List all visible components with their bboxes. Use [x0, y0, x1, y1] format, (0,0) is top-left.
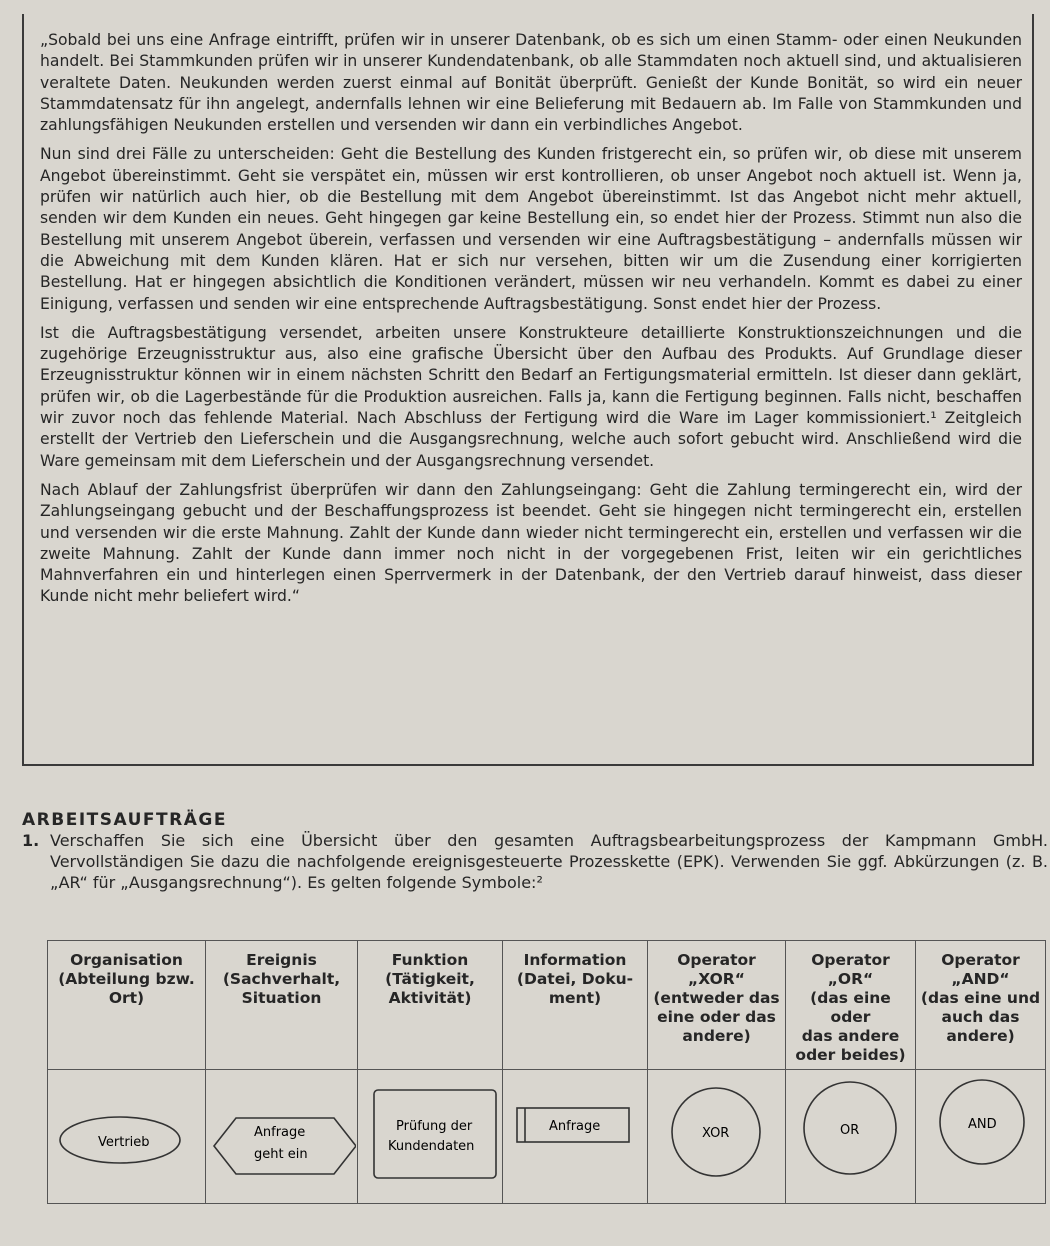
paragraph-4: Nach Ablauf der Zahlungsfrist überprüfen wir dann den Zahlungseingang: Geht die Zahlung termingerecht ein, wird der Zahlungseingang gebucht und der Beschaffungsprozess ist beendet. Geht sie hingegen nicht termingerecht ein, erstellen und versenden wir die erste Mahnung. Zahlt der Kunde dann wieder nicht termingerecht ein, erstellen und verfassen wir die zweite Mahnung. Zahlt der Kunde dann immer noch nicht in der vorgegebenen Frist, leiten wir ein gerichtliches Mahnverfahren ein und hinterlegen einen Sperrvermerk in der Datenbank, der den Vertrieb darauf hinweist, dass dieser Kunde nicht mehr beliefert wird.“ [40, 480, 1022, 606]
header-or: Operator „OR“ (das eine oder das andere oder beides) [786, 941, 916, 1070]
paragraph-2: Nun sind drei Fälle zu unterscheiden: Geht die Bestellung des Kunden fristgerecht ein, so prüfen wir, ob diese mit unserem Angebot übereinstimmt. Geht sie verspätet ein, müssen wir erst kontrollieren, ob unser Angebot noch aktuell ist. Wenn ja, prüfen wir natürlich auch hier, ob die Bestellung mit dem Angebot übereinstimmt. Ist das Angebot nicht mehr aktuell, senden wir dem Kunden ein neues. Geht hingegen gar keine Bestellung ein, so endet hier der Prozess. Stimmt nun also die Bestellung mit unserem Angebot überein, verfassen und versenden wir eine Auftragsbestätigung – andernfalls müssen wir die Abweichung mit dem Kunden klären. Hat er sich nur versehen, bitten wir um die Zusendung einer korrigierten Bestellung. Hat er hingegen absichtlich die Konditionen verändert, müssen wir neu verhandeln. Kommt es dabei zu einer Einigung, verfassen und senden wir eine entsprechende Auftragsbestätigung. Sonst endet hier der Prozess. [40, 145, 1022, 313]
organisation-label: Vertrieb [98, 1135, 150, 1150]
information-label: Anfrage [549, 1119, 601, 1134]
header-information: Information (Datei, Doku- ment) [503, 941, 648, 1070]
or-circle [786, 1070, 914, 1198]
symbols-table [47, 940, 1046, 1204]
event-hexagon [206, 1070, 356, 1198]
symbols-header-row [48, 941, 1046, 1070]
header-organisation: Organisation (Abteilung bzw. Ort) [48, 941, 206, 1070]
xor-label: XOR [702, 1126, 730, 1141]
cell-or [786, 1070, 916, 1204]
cell-event [206, 1070, 358, 1204]
header-xor: Operator „XOR“ (entweder das eine oder das andere) [648, 941, 786, 1070]
and-label: AND [968, 1117, 997, 1132]
paragraph-1: „Sobald bei uns eine Anfrage eintrifft, prüfen wir in unserer Datenbank, ob es sich um einen Stamm- oder einen Neukunden handelt. Bei Stammkunden prüfen wir in unserer Kundendatenbank, ob alle Stammdaten noch aktuell sind, und aktualisieren veraltete Daten. Neukunden werden zuerst einmal auf Bonität überprüft. Genießt der Kunde Bonität, so wird ein neuer Stammdatensatz für ihn angelegt, andernfalls lehnen wir eine Belieferung mit Bedauern ab. Im Falle von Stammkunden und zahlungsfähigen Neukunden erstellen und versenden wir dann ein verbindliches Angebot. [40, 31, 1022, 135]
and-circle [916, 1070, 1044, 1198]
paragraph-3: Ist die Auftragsbestätigung versendet, arbeiten unsere Konstrukteure detaillierte Konstruktionszeichnungen und die zugehörige Erzeugnisstruktur aus, also eine grafische Übersicht über den Aufbau des Produkts. Auf Grundlage dieser Erzeugnisstruktur können wir in einem nächsten Schritt den Bedarf an Fertigungsmaterial ermitteln. Ist dieser dann geklärt, prüfen wir, ob die Lagerbestände für die Produktion ausreichen. Falls ja, kann die Fertigung beginnen. Falls nicht, beschaffen wir zuvor noch das fehlende Material. Nach Abschluss der Fertigung wird die Ware im Lager kommissioniert.¹ Zeitgleich erstellt der Vertrieb den Lieferschein und die Ausgangsrechnung, welche auch sofort gebucht wird. Anschließend wird die Ware gemeinsam mit dem Lieferschein und der Ausgangsrechnung versendet. [40, 323, 1022, 470]
assignments-heading: ARBEITSAUFTRÄGE [22, 810, 227, 830]
organisation-ellipse [48, 1070, 203, 1198]
or-label: OR [840, 1123, 860, 1138]
function-rect [358, 1070, 501, 1198]
cell-and [916, 1070, 1046, 1204]
cell-xor [648, 1070, 786, 1204]
header-event: Ereignis (Sachverhalt, Situation [206, 941, 358, 1070]
function-label-1: Prüfung der [396, 1119, 473, 1134]
header-and: Operator „AND“ (das eine und auch das andere) [916, 941, 1046, 1070]
event-label-1: Anfrage [254, 1125, 306, 1140]
symbols-example-row [48, 1070, 1046, 1204]
cell-function [358, 1070, 503, 1204]
cell-organisation [48, 1070, 206, 1204]
cell-information [503, 1070, 648, 1204]
information-box [503, 1070, 646, 1198]
event-label-2: geht ein [254, 1147, 308, 1162]
header-function: Funktion (Tätigkeit, Aktivität) [358, 941, 503, 1070]
task-1 [22, 830, 1048, 893]
function-label-2: Kundendaten [388, 1139, 475, 1154]
task-text: Verschaffen Sie sich eine Übersicht über den gesamten Auftragsbearbeitungsprozess der Kampmann GmbH. Vervollständigen Sie dazu die nachfolgende ereignisgesteuerte Prozesskette (EPK). Verwenden Sie ggf. Abkürzungen (z. B. „AR“ für „Ausgangsrechnung“). Es gelten folgende Symbole:² [50, 831, 1048, 892]
quote-box [22, 14, 1034, 766]
task-number: 1. [22, 831, 40, 850]
xor-circle [648, 1070, 784, 1198]
